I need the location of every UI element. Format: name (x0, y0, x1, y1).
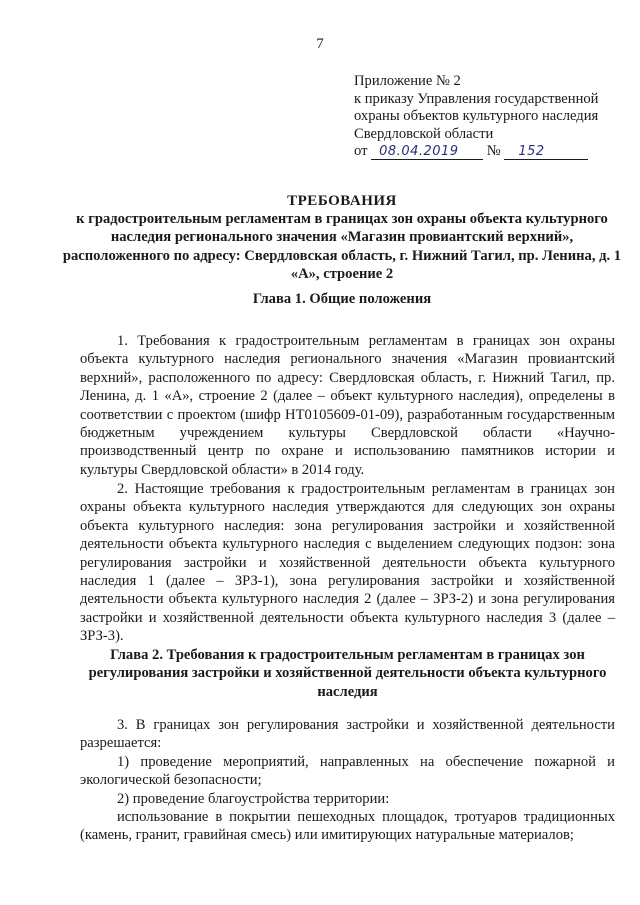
document-title (60, 192, 624, 283)
title-subtitle: к градостроительным регламентам в границах зон охраны объекта культурного наследия регионального значения «Магазин провиантский верхний», расположенного по адресу: Свердловская область, г. Нижний Тагил, пр. Ленина, д. 1 «А», строение 2 (62, 211, 622, 282)
number-prefix: № (486, 143, 501, 159)
appendix-line: охраны объектов культурного наследия (354, 108, 599, 124)
chapter2-heading: Глава 2. Требования к градостроительным регламентам в границах зон регулирования застройки и хозяйственной деятельности объекта культурного наследия (88, 647, 607, 700)
paragraph-1 (80, 332, 615, 479)
list-item: 1) проведение мероприятий, направленных на обеспечение пожарной и экологической безопасности; (80, 753, 615, 789)
date-prefix: от (354, 143, 368, 159)
appendix-line: Свердловской области (354, 125, 494, 142)
appendix-block (354, 73, 634, 161)
handwritten-number: 152 (504, 144, 588, 160)
title-heading: ТРЕБОВАНИЯ (287, 193, 397, 209)
appendix-date-line (354, 143, 634, 161)
handwritten-date: 08.04.2019 (371, 144, 483, 160)
paragraph-2 (80, 480, 615, 646)
paragraph-3 (80, 716, 615, 845)
page-number: 7 (316, 36, 324, 52)
paragraph-text: 1. Требования к градостроительным регламентам в границах зон охраны объекта культурного наследия регионального значения «Магазин провиантский верхний», расположенного по адресу: Свердловская область, г. Нижний Тагил, пр. Ленина, д. 1 «А», строение 2 (далее – объект культурного наследия), определены в соответствии с проектом (шифр НТ0105609-01-09), разработанным государственным бюджетным учреждением культуры Свердловской области «Научно-производственный центр по охране и использованию памятников истории и культуры Свердловской области» в 2014 году. (80, 333, 615, 478)
paragraph-text: 3. В границах зон регулирования застройки и хозяйственной деятельности разрешается: (80, 717, 615, 752)
list-item: 2) проведение благоустройства территории: (117, 790, 390, 807)
paragraph-text: 2. Настоящие требования к градостроительным регламентам в границах зон охраны объекта культурного наследия утверждаются для следующих зон охраны объекта культурного наследия: зона регулирования застройки и хозяйственной деятельности объекта культурного наследия с выделением следующих подзон: зона регулирования застройки и хозяйственной деятельности объекта культурного наследия 1 (далее – ЗРЗ-1), зона регулирования застройки и хозяйственной деятельности объекта культурного наследия 2 (далее – ЗРЗ-2) и зона регулирования застройки и хозяйственной деятельности объекта культурного наследия 3 (далее – ЗРЗ-3). (80, 481, 615, 645)
appendix-line: к приказу Управления государственной (354, 90, 599, 107)
list-item-detail: использование в покрытии пешеходных площадок, тротуаров традиционных (камень, гранит, гравийная смесь) или имитирующих натуральные материалов; (80, 809, 615, 844)
appendix-line: Приложение № 2 (354, 73, 461, 89)
chapter1-heading: Глава 1. Общие положения (252, 291, 432, 307)
